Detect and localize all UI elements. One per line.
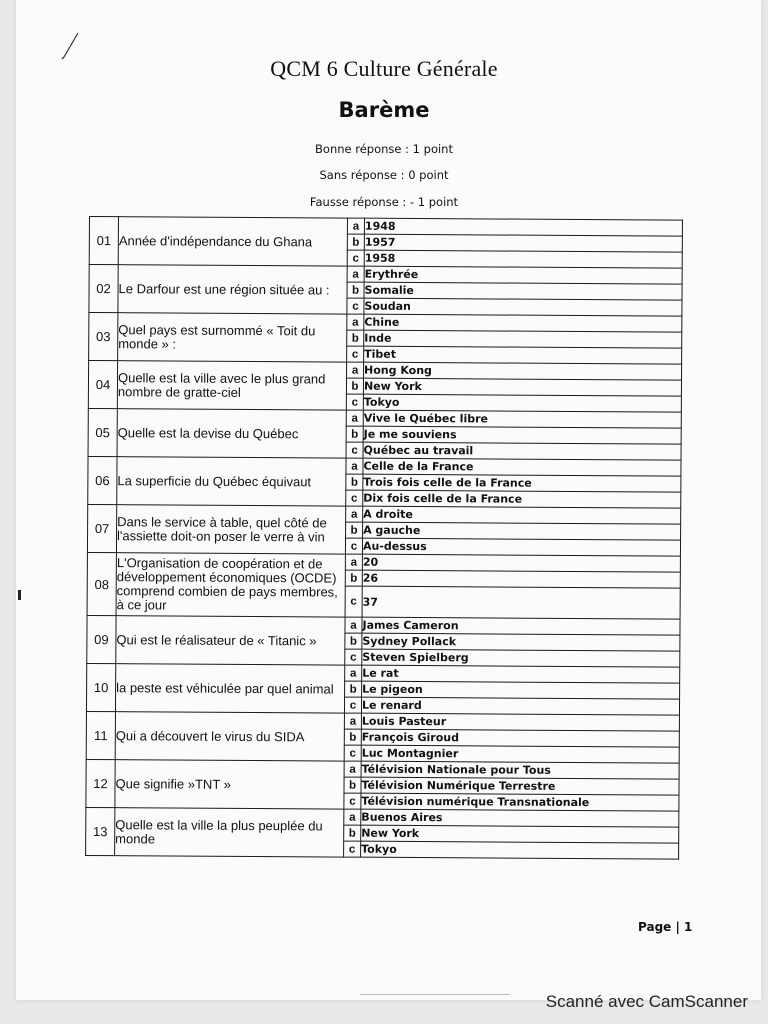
question-number: 04	[88, 361, 117, 409]
option-letter: c	[344, 793, 361, 809]
option-text: Tibet	[364, 346, 682, 364]
option-letter: a	[345, 554, 362, 570]
option-text: Erythrée	[364, 266, 682, 284]
question-text: Que signifie »TNT »	[115, 760, 344, 809]
option-letter: b	[346, 474, 363, 490]
option-text: Soudan	[364, 298, 682, 316]
question-number: 07	[87, 504, 116, 552]
option-row	[87, 552, 680, 572]
question-text: Quelle est la ville avec le plus grand nombre de gratte-ciel	[117, 361, 346, 410]
option-text: 20	[362, 554, 680, 572]
option-letter: a	[347, 314, 364, 330]
option-row	[87, 663, 680, 683]
question-number: 13	[86, 807, 115, 855]
option-text: James Cameron	[362, 617, 680, 635]
option-row	[88, 456, 681, 476]
option-row	[88, 504, 681, 524]
option-letter: c	[347, 250, 364, 266]
option-text: Le renard	[361, 697, 679, 715]
option-letter: c	[345, 586, 362, 617]
option-letter: a	[347, 266, 364, 282]
question-number: 10	[86, 663, 115, 711]
option-letter: c	[344, 697, 361, 713]
option-letter: b	[347, 234, 364, 250]
question-text: Quel pays est surnommé « Toit du monde » :	[118, 313, 347, 362]
option-text: 1958	[364, 250, 682, 268]
option-text: Hong Kong	[364, 362, 682, 380]
question-number: 03	[89, 313, 118, 361]
option-row	[89, 265, 682, 285]
option-text: Tokyo	[363, 394, 681, 412]
option-text: Sydney Pollack	[362, 633, 680, 651]
question-number: 02	[89, 265, 118, 313]
question-number: 12	[86, 759, 115, 807]
option-letter: b	[344, 729, 361, 745]
option-row	[89, 313, 682, 333]
option-letter: c	[344, 745, 361, 761]
question-number: 05	[88, 408, 117, 456]
option-text: 1948	[364, 218, 682, 236]
question-number: 06	[88, 456, 117, 504]
option-row	[86, 759, 679, 779]
option-letter: a	[344, 713, 361, 729]
option-letter: a	[346, 458, 363, 474]
scoring-correct: Bonne réponse : 1 point	[315, 142, 453, 156]
option-letter: a	[347, 218, 364, 234]
question-text: La superficie du Québec équivaut	[117, 457, 346, 506]
option-row	[88, 408, 681, 428]
option-letter: c	[347, 346, 364, 362]
option-text: Québec au travail	[363, 442, 681, 460]
option-letter: a	[344, 809, 361, 825]
question-number: 01	[89, 217, 118, 265]
question-text: Le Darfour est une région située au :	[118, 265, 347, 314]
footer-divider	[360, 994, 510, 995]
option-text: Trois fois celle de la France	[363, 474, 681, 492]
question-text: Quelle est la ville la plus peuplée du monde	[115, 808, 344, 857]
questions-table	[85, 216, 683, 860]
option-text: Télévision Numérique Terrestre	[361, 777, 679, 795]
scanner-watermark: Scanné avec CamScanner	[545, 992, 748, 1011]
option-text: Inde	[364, 330, 682, 348]
option-letter: c	[347, 298, 364, 314]
option-text: New York	[361, 825, 679, 843]
option-text: Le pigeon	[362, 681, 680, 699]
option-text: A droite	[363, 506, 681, 524]
option-text: Télévision numérique Transnationale	[361, 793, 679, 811]
option-letter: c	[346, 490, 363, 506]
option-letter: b	[345, 681, 362, 697]
option-letter: b	[347, 330, 364, 346]
option-letter: a	[345, 617, 362, 633]
option-text: Télévision Nationale pour Tous	[361, 761, 679, 779]
question-text: L'Organisation de coopération et de développement économiques (OCDE) comprend combien de pays membres, à ce jour	[116, 553, 345, 617]
option-letter: a	[345, 665, 362, 681]
option-text: Luc Montagnier	[361, 745, 679, 763]
question-text: Quelle est la devise du Québec	[117, 409, 346, 458]
option-letter: c	[345, 649, 362, 665]
option-text: New York	[363, 378, 681, 396]
option-text: Au-dessus	[362, 538, 680, 556]
option-letter: b	[344, 777, 361, 793]
option-row	[86, 807, 679, 827]
option-letter: a	[346, 410, 363, 426]
question-text: Qui est le réalisateur de « Titanic »	[116, 616, 345, 665]
question-number: 08	[87, 552, 116, 615]
option-letter: b	[346, 522, 363, 538]
option-text: A gauche	[363, 522, 681, 540]
option-row	[86, 711, 679, 731]
option-letter: b	[345, 633, 362, 649]
option-text: François Giroud	[361, 729, 679, 747]
option-text: Vive le Québec libre	[363, 410, 681, 428]
question-text: Qui a découvert le virus du SIDA	[115, 712, 344, 761]
document-title: QCM 6 Culture Générale	[270, 56, 498, 81]
option-letter: a	[346, 506, 363, 522]
option-letter: a	[347, 362, 364, 378]
option-letter: b	[344, 825, 361, 841]
scoring-wrong: Fausse réponse : - 1 point	[309, 195, 459, 209]
question-text: Année d'indépendance du Ghana	[118, 217, 347, 266]
question-text: Dans le service à table, quel côté de l'assiette doit-on poser le verre à vin	[116, 505, 345, 554]
option-text: Tokyo	[361, 841, 679, 859]
option-text: Celle de la France	[363, 458, 681, 476]
question-number: 11	[86, 711, 115, 759]
option-letter: b	[347, 282, 364, 298]
option-letter: c	[344, 841, 361, 857]
option-row	[87, 615, 680, 635]
option-text: Steven Spielberg	[362, 649, 680, 667]
option-letter: b	[346, 378, 363, 394]
option-row	[89, 217, 682, 237]
option-text: Somalie	[364, 282, 682, 300]
option-letter: c	[346, 442, 363, 458]
option-text: Je me souviens	[363, 426, 681, 444]
option-letter: b	[345, 570, 362, 586]
option-text: Buenos Aires	[361, 809, 679, 827]
option-letter: c	[345, 538, 362, 554]
option-row	[89, 361, 682, 381]
option-text: Le rat	[362, 665, 680, 683]
option-text: Chine	[364, 314, 682, 332]
option-text: 1957	[364, 234, 682, 252]
scoring-blank: Sans réponse : 0 point	[319, 168, 449, 182]
option-letter: b	[346, 426, 363, 442]
option-letter: a	[344, 761, 361, 777]
question-text: la peste est véhiculée par quel animal	[115, 664, 344, 713]
option-text: Dix fois celle de la France	[363, 490, 681, 508]
question-number: 09	[87, 615, 116, 663]
option-text: 26	[362, 570, 680, 588]
page-number: Page | 1	[638, 920, 693, 934]
scan-edge-mark	[18, 590, 21, 600]
scale-heading: Barème	[338, 98, 430, 122]
option-letter: c	[346, 394, 363, 410]
option-text: Louis Pasteur	[361, 713, 679, 731]
option-text: 37	[362, 586, 680, 619]
